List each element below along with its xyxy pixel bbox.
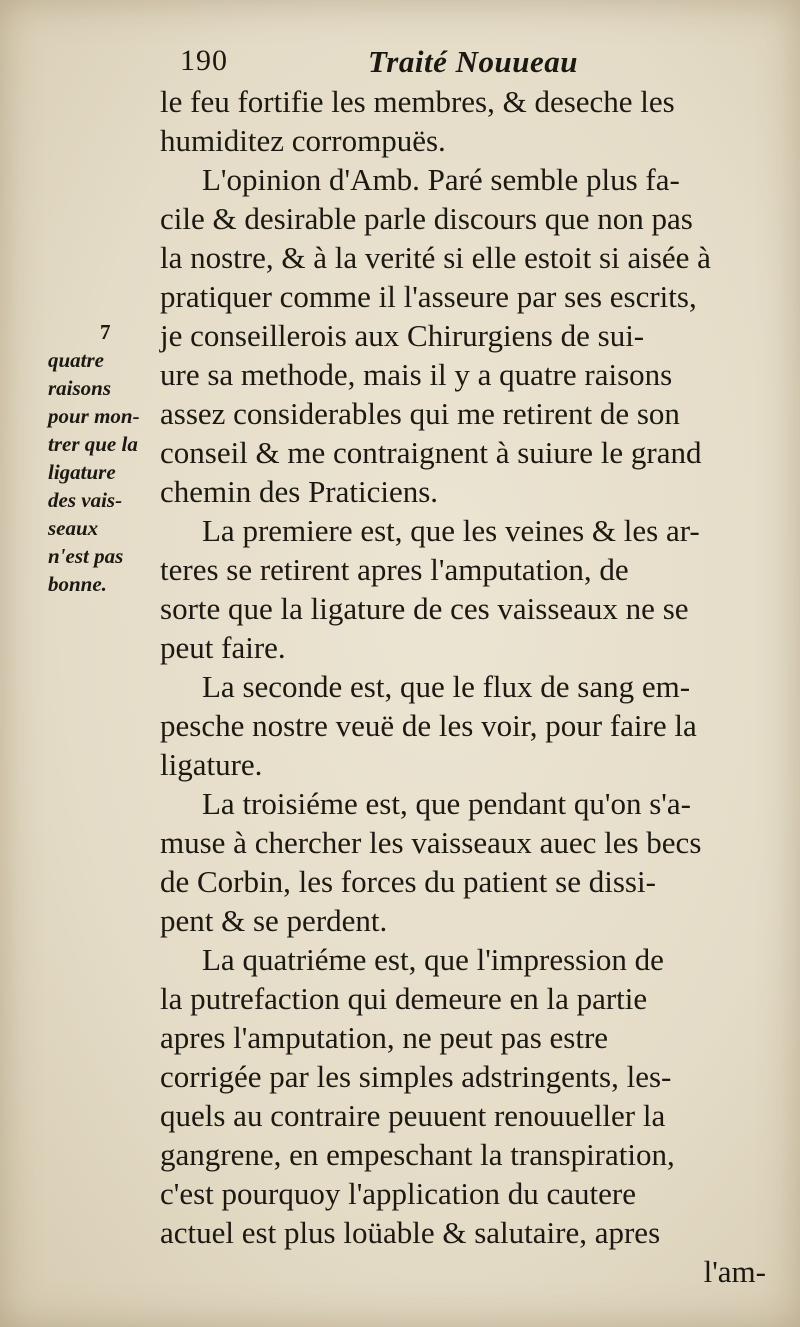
text-line: apres l'amputation, ne peut pas estre — [160, 1020, 609, 1055]
text-line: je conseillerois aux Chirurgiens de sui- — [160, 318, 645, 353]
margin-note — [48, 318, 163, 598]
text-line: pratiquer comme il l'asseure par ses escrits, — [160, 279, 697, 314]
page-number: 190 — [180, 44, 228, 77]
margin-note-line: raisons — [48, 376, 112, 400]
body-text — [160, 82, 772, 1291]
text-line: de Corbin, les forces du patient se dissi- — [160, 864, 656, 899]
text-line: sorte que la ligature de ces vaisseaux ne se — [160, 591, 689, 626]
text-line: la nostre, & à la verité si elle estoit si aisée à — [160, 240, 711, 275]
text-line: cile & desirable parle discours que non pas — [160, 201, 693, 236]
text-line: teres se retirent apres l'amputation, de — [160, 552, 629, 587]
margin-note-number: 7 — [100, 320, 111, 344]
text-line: pesche nostre veuë de les voir, pour faire la — [160, 708, 697, 743]
text-line: conseil & me contraignent à suiure le grand — [160, 435, 702, 470]
text-line: actuel est plus loüable & salutaire, apres — [160, 1215, 661, 1250]
text-line: ligature. — [160, 747, 263, 782]
text-line: gangrene, en empeschant la transpiration, — [160, 1137, 675, 1172]
paragraph-start-line: La quatriéme est, que l'impression de — [202, 942, 664, 977]
running-head — [176, 44, 616, 84]
text-line: ure sa methode, mais il y a quatre raisons — [160, 357, 673, 392]
margin-note-line: trer que la — [48, 432, 138, 456]
paragraph-start-line: La premiere est, que les veines & les ar- — [202, 513, 700, 548]
text-line: muse à chercher les vaisseaux auec les becs — [160, 825, 702, 860]
catchword: l'am- — [703, 1254, 766, 1289]
text-line: humiditez corrompuës. — [160, 123, 446, 158]
text-line: c'est pourquoy l'application du cautere — [160, 1176, 637, 1211]
paragraph-start-line: La seconde est, que le flux de sang em- — [202, 669, 691, 704]
margin-note-line: quatre — [48, 348, 105, 372]
margin-note-line: seaux — [48, 516, 99, 540]
text-line: assez considerables qui me retirent de son — [160, 396, 680, 431]
text-line: le feu fortifie les membres, & deseche les — [160, 84, 675, 119]
paragraph-start-line: L'opinion d'Amb. Paré semble plus fa- — [202, 162, 680, 197]
running-title: Traité Nouueau — [368, 44, 578, 79]
margin-note-line: ligature — [48, 460, 116, 484]
margin-note-line: n'est pas — [48, 544, 124, 568]
text-line: chemin des Praticiens. — [160, 474, 439, 509]
paragraph-start-line: La troisiéme est, que pendant qu'on s'a- — [202, 786, 691, 821]
text-line: corrigée par les simples adstringents, les- — [160, 1059, 672, 1094]
margin-note-line: bonne. — [48, 572, 107, 596]
text-line: pent & se perdent. — [160, 903, 388, 938]
text-line: la putrefaction qui demeure en la partie — [160, 981, 648, 1016]
margin-note-line: pour mon- — [48, 404, 140, 428]
text-line: peut faire. — [160, 630, 286, 665]
margin-note-line: des vais- — [48, 488, 123, 512]
text-line: quels au contraire peuuent renouueller la — [160, 1098, 666, 1133]
